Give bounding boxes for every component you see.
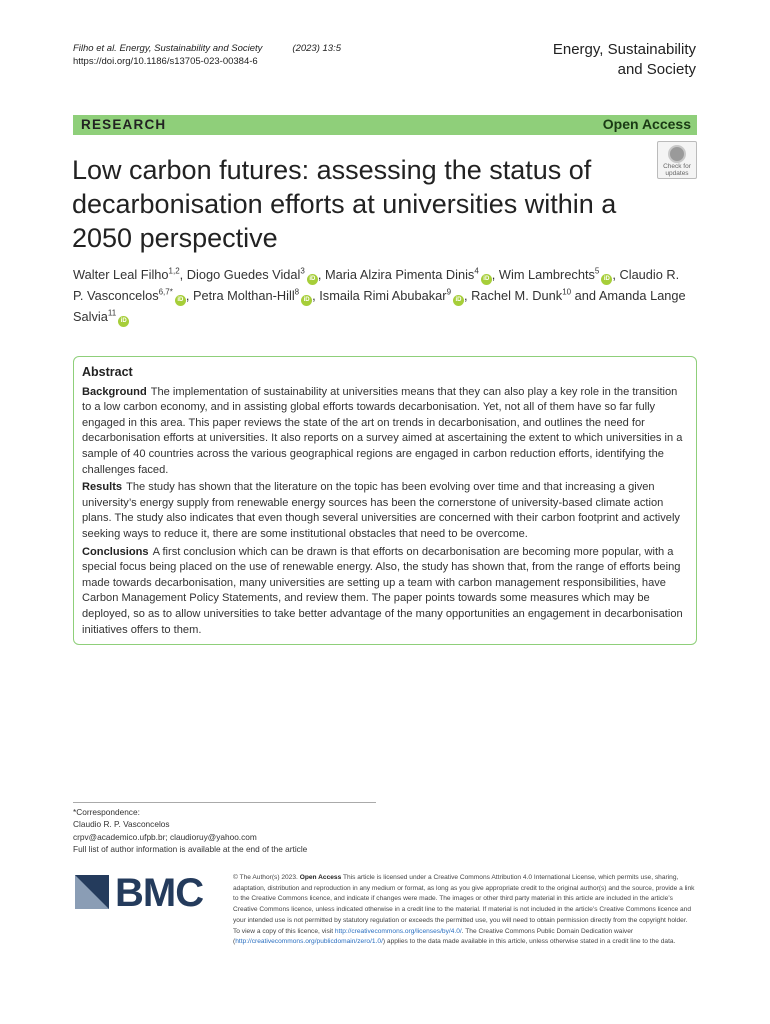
open-access-label: Open Access [602, 116, 691, 132]
author-affiliation: 5 [594, 266, 600, 276]
check-updates-line2: updates [665, 170, 689, 177]
check-updates-icon [668, 145, 686, 163]
doi-link[interactable]: https://doi.org/10.1186/s13705-023-00384-6 [73, 56, 258, 67]
abstract-heading: Abstract [82, 365, 133, 379]
orcid-icon[interactable]: iD [175, 295, 186, 306]
orcid-icon[interactable]: iD [307, 274, 318, 285]
author-separator: , [179, 267, 187, 282]
author-affiliation: 11 [107, 308, 117, 318]
background-text: The implementation of sustainability at universities means that they can also play a key role in the transition to a low carbon economy, and in assisting global efforts towards decarbonisation. Yet, not all of them have so far fully engaged in this area. This paper reviews the state of the art on trends in decarbonisation, and outlines the need for decarbonisation efforts at universities. It also reports on a survey aimed at ascertaining the extent to which universities in a sample of 40 countries across the various geographical regions are engaged in carbon reduction efforts, identifying the challenges faced. [82, 385, 683, 476]
abstract-box [73, 356, 697, 645]
section-label: RESEARCH [81, 117, 167, 132]
correspondence-name: Claudio R. P. Vasconcelos [73, 819, 170, 830]
author-info-note: Full list of author information is available at the end of the article [73, 844, 308, 855]
author-affiliation: 6,7* [158, 287, 173, 297]
author-name[interactable]: Diogo Guedes Vidal [186, 267, 301, 282]
author-separator: , [464, 288, 472, 303]
author-name[interactable]: Amanda Lange Salvia [73, 288, 686, 324]
author-name[interactable]: Walter Leal Filho [73, 267, 169, 282]
results-text: The study has shown that the literature on the topic has been evolving over time and that increasing a given university’s energy supply from renewable energy sources has been the cornerstone of university-based climate action plans. The study also indicates that even though several universities are concerned with their carbon footprint and actively seeking ways to reduce it, there are some institutional obstacles that need to be overcome. [82, 481, 680, 540]
author-separator: , [612, 267, 620, 282]
author-separator: and [571, 288, 599, 303]
author-separator: , [317, 267, 325, 282]
section-band [73, 115, 697, 135]
cc-zero-link[interactable]: http://creativecommons.org/publicdomain/zero/1.0/ [235, 938, 383, 946]
orcid-icon[interactable]: iD [301, 295, 312, 306]
bmc-logo-icon [75, 875, 109, 909]
year-volume: (2023) 13:5 [292, 43, 341, 54]
author-affiliation: 3 [300, 266, 305, 276]
conclusions-label: Conclusions [82, 545, 149, 558]
author-affiliation: 9 [446, 287, 452, 297]
author-name[interactable]: Wim Lambrechts [498, 267, 595, 282]
running-header [73, 42, 341, 68]
license-text-1: This article is licensed under a Creative Commons Attribution 4.0 International License, which permits use, sharing, adaptation, distribution and reproduction in any medium or format, as long as you give appropriate credit to the original author(s) and the source, provide a link to the Creative Commons licence, and indicate if changes were made. The images or other third party material in this article are included in the article’s Creative Commons licence, unless indicated otherwise in a credit line to the material. If material is not included in the article’s Creative Commons licence and your intended use is not permitted by statutory regulation or exceeds the permitted use, you will need to obtain permission directly from the copyright holder. To view a copy of this licence, visit [233, 874, 695, 935]
abstract-results [82, 480, 687, 542]
journal-name-line1: Energy, Sustainability [552, 41, 696, 58]
author-separator: , [185, 288, 193, 303]
author-name[interactable]: Claudio R. P. Vasconcelos [73, 267, 680, 303]
results-label: Results [82, 481, 123, 494]
author-list [73, 264, 693, 327]
citation: Filho et al. Energy, Sustainability and Society [73, 43, 263, 54]
copyright-text: © The Author(s) 2023. [233, 874, 298, 881]
orcid-icon[interactable]: iD [118, 316, 129, 327]
abstract-conclusions [82, 545, 687, 639]
author-affiliation: 1,2 [168, 266, 180, 276]
bmc-logo [75, 871, 215, 915]
author-name[interactable]: Maria Alzira Pimenta Dinis [324, 267, 475, 282]
cc-by-link[interactable]: http://creativecommons.org/licenses/by/4.0/ [334, 927, 462, 935]
license-text-3: ) applies to the data made available in this article, unless otherwise stated in a credit line to the data. [382, 938, 676, 946]
correspondence-label: *Correspondence: [73, 807, 140, 817]
orcid-icon[interactable]: iD [601, 274, 612, 285]
author-name[interactable]: Ismaila Rimi Abubakar [319, 288, 447, 303]
journal-name-line2: and Society [617, 61, 696, 78]
article-title: Low carbon futures: assessing the status of decarbonisation efforts at universities within a 2050 perspective [72, 155, 617, 253]
correspondence-emails[interactable]: crpv@academico.ufpb.br; claudioruy@yahoo.com [73, 831, 257, 842]
author-separator: , [491, 267, 499, 282]
background-label: Background [82, 385, 147, 398]
author-affiliation: 8 [294, 287, 300, 297]
check-updates-line1: Check for [663, 163, 691, 170]
abstract-background [82, 385, 687, 479]
journal-name [553, 40, 696, 80]
check-for-updates-badge[interactable] [657, 141, 697, 179]
author-affiliation: 4 [474, 266, 479, 276]
author-name[interactable]: Rachel M. Dunk [471, 288, 563, 303]
author-affiliation: 10 [562, 287, 572, 297]
orcid-icon[interactable]: iD [453, 295, 464, 306]
bmc-logo-text: BMC [115, 871, 204, 915]
footnote-divider [73, 802, 376, 803]
author-name[interactable]: Petra Molthan-Hill [192, 288, 295, 303]
author-separator: , [312, 288, 320, 303]
orcid-icon[interactable]: iD [481, 274, 492, 285]
license-text-2: . The Creative Commons Public Domain Dedication waiver ( [233, 927, 634, 946]
conclusions-text: A first conclusion which can be drawn is that efforts on decarbonisation are becoming more popular, with a special focus being placed on the use of renewable energy. Also, the study has shown that, from the range of efforts being made towards decarbonisation, many universities are setting up a team with carbon management responsibilities, have Carbon Management Policy Statements, and review them. The paper points towards some measures which may be deployed, so as to allow universities to take better advantage of the many opportunities an engagement in decarbonisation initiatives offers to them. [82, 545, 683, 636]
license-statement [233, 873, 695, 948]
license-open-access: Open Access [299, 874, 342, 881]
correspondence [73, 806, 307, 856]
